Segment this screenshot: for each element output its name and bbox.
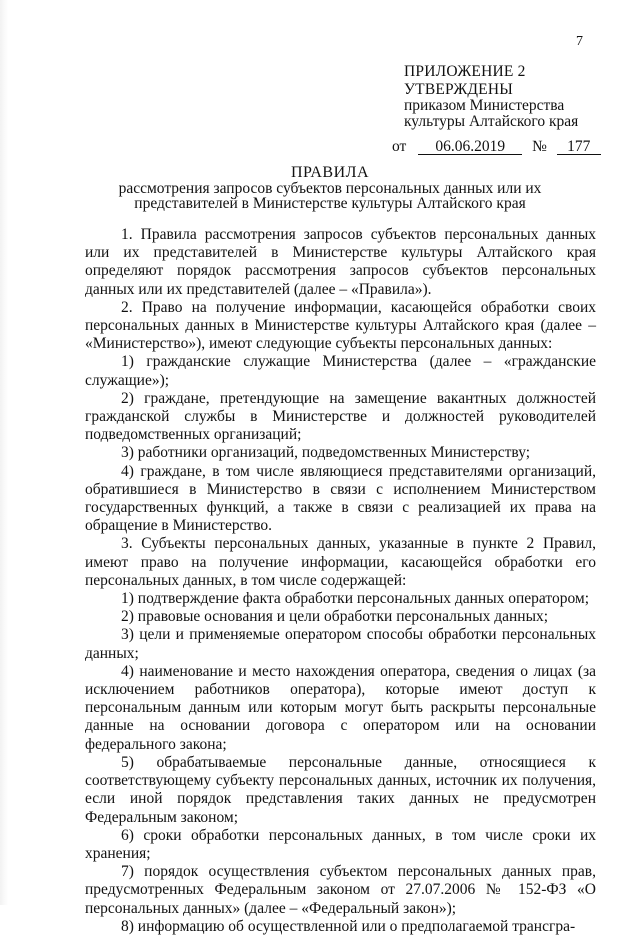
title-sub-line-1: рассмотрения запросов субъектов персональных данных или их: [118, 180, 542, 197]
title-sub-line-2: представителей в Министерстве культуры Алтайского края: [134, 195, 526, 212]
paragraph: 1) гражданские служащие Министерства (далее – «гражданские служащие»);: [85, 353, 596, 389]
number-sign: №: [532, 138, 547, 155]
paragraph: 4) наименование и место нахождения оператора, сведения о лицах (за исключением работников оператора), которые имеют доступ к персональным данным или которым могут быть раскрыты персональные данные на основании договора с оператором или на основании федерального закона;: [85, 662, 596, 753]
paragraph: 1) подтверждение факта обработки персональных данных оператором;: [121, 590, 590, 608]
appendix-label: ПРИЛОЖЕНИЕ 2: [404, 63, 526, 80]
order-line-1: приказом Министерства: [404, 97, 565, 114]
document-title: [80, 165, 580, 211]
paragraph: 3) цели и применяемые оператором способы обработки персональных данных;: [85, 626, 596, 662]
paragraph: 2) граждане, претендующие на замещение вакантных должностей гражданской службы в Министерстве и должностей руководителей подведомственных организаций;: [85, 389, 596, 444]
approval-header: [404, 64, 614, 130]
paragraph: 8) информацию об осуществленной или о предполагаемой трансгра-: [121, 917, 576, 935]
paragraph: 7) порядок осуществления субъектом персональных данных прав, предусмотренных Федеральным законом от 27.07.2006 № 152-ФЗ «О персональных данных» (далее – «Федеральный закон»);: [85, 863, 596, 917]
paragraph: 3) работники организаций, подведомственных Министерству;: [121, 444, 531, 462]
order-line-2: культуры Алтайского края: [404, 113, 579, 130]
order-number: 177: [557, 139, 601, 155]
page-number: 7: [576, 34, 583, 49]
paragraph: 2) правовые основания и цели обработки персональных данных;: [121, 608, 549, 626]
order-date: 06.06.2019: [418, 139, 522, 155]
scan-edge: [0, 0, 8, 905]
paragraph: 6) сроки обработки персональных данных, в том числе сроки их хранения;: [85, 826, 596, 862]
document-body: [85, 226, 596, 936]
paragraph: 2. Право на получение информации, касающейся обработки своих персональных данных в Министерстве культуры Алтайского края (далее – «Министерство»), имеют следующие субъекты персональных данных:: [85, 298, 596, 353]
title-main: ПРАВИЛА: [290, 164, 370, 181]
paragraph: 4) граждане, в том числе являющиеся представителями организаций, обратившиеся в Министерство в связи с исполнением Министерством государственных функций, а также в связи с реализацией их права на обращение в Министерство.: [85, 462, 596, 535]
from-label: от: [392, 138, 407, 155]
paragraph: 1. Правила рассмотрения запросов субъектов персональных данных или их представителей в Министерстве культуры Алтайского края определяют порядок рассмотрения запросов субъектов персональных данных или их представителей (далее – «Правила»).: [85, 226, 596, 298]
paragraph: 5) обрабатываемые персональные данные, относящиеся к соответствующему субъекту персональных данных, источник их получения, если иной порядок представления таких данных не предусмотрен Федеральным законом;: [85, 753, 596, 826]
order-date-number: [392, 138, 601, 156]
approved-label: УТВЕРЖДЕНЫ: [404, 81, 513, 98]
paragraph: 3. Субъекты персональных данных, указанные в пункте 2 Правил, имеют право на получение информации, касающейся обработки его персональных данных, в том числе содержащей:: [85, 535, 596, 589]
